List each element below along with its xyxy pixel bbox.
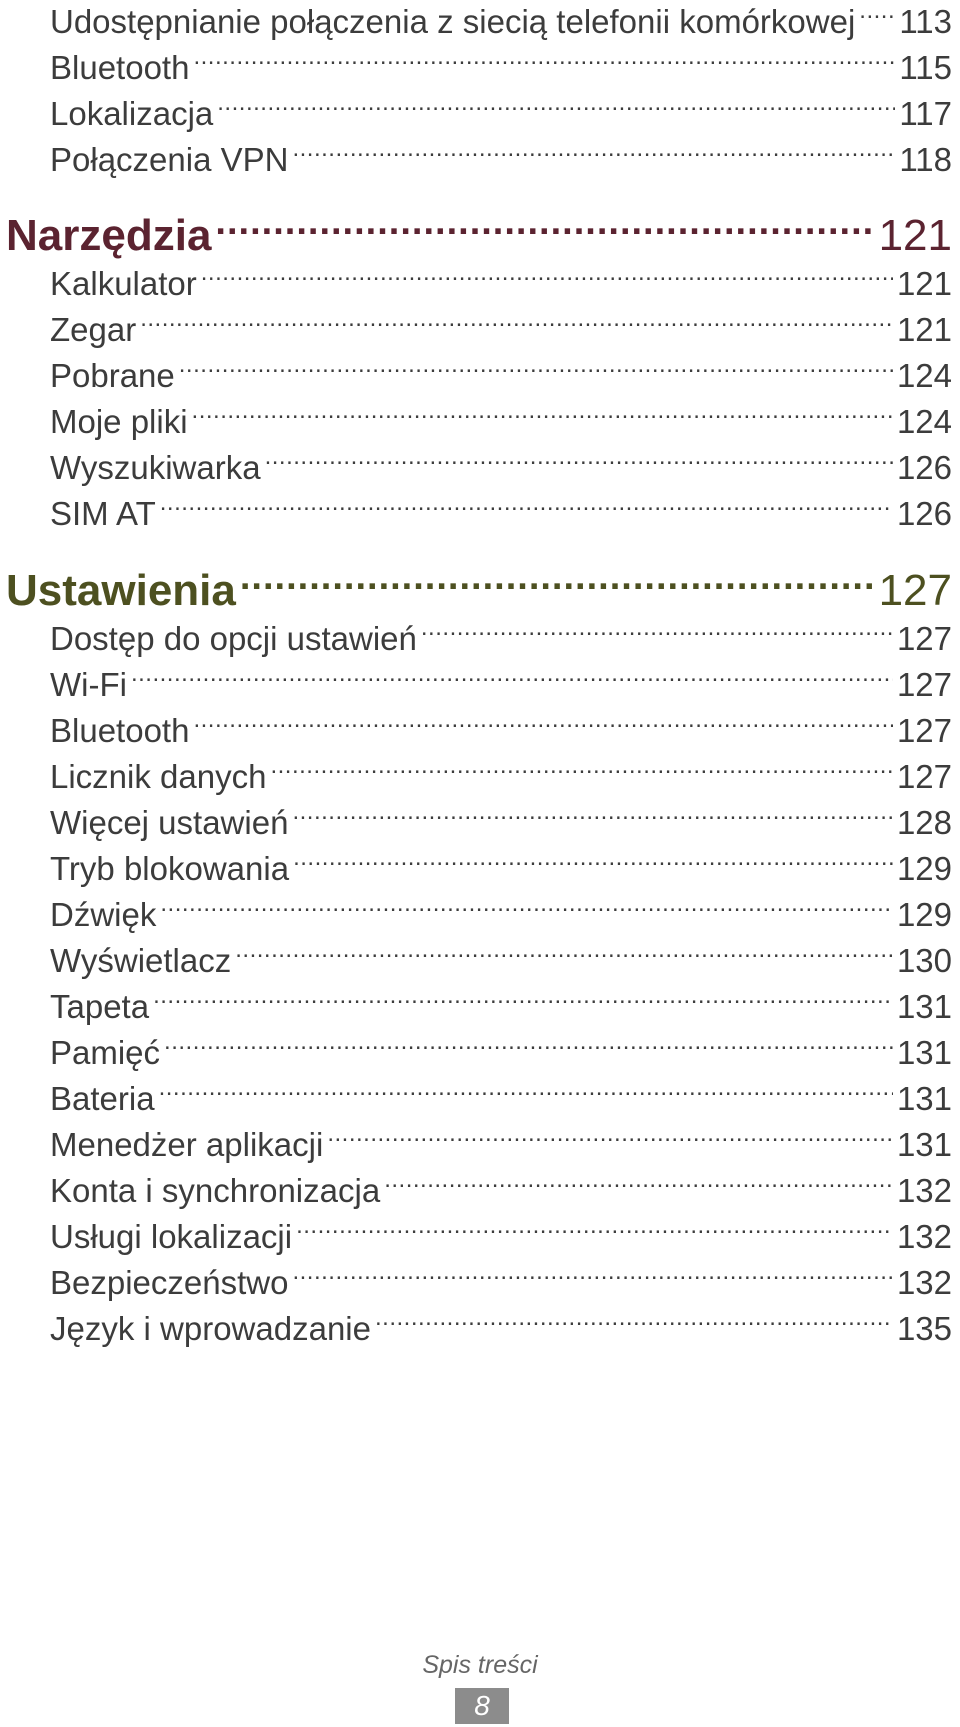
dot-leader xyxy=(131,663,893,696)
toc-entry-title: Dostęp do opcji ustawień xyxy=(50,620,417,657)
dot-leader xyxy=(293,847,893,880)
toc-entry[interactable] xyxy=(50,308,952,348)
toc-entry[interactable] xyxy=(50,755,952,795)
toc-entry-title: Więcej ustawień xyxy=(50,804,289,841)
dot-leader xyxy=(217,92,895,125)
toc-entry-page: 135 xyxy=(896,1310,952,1347)
toc-entry-title: Pamięć xyxy=(50,1034,161,1071)
toc-entry[interactable] xyxy=(50,138,952,178)
toc-entry[interactable] xyxy=(50,1169,952,1209)
toc-entry-title: Konta i synchronizacja xyxy=(50,1172,381,1209)
toc-entry-page: 131 xyxy=(896,988,952,1025)
toc-entry[interactable] xyxy=(50,446,952,486)
toc-entry-title: Zegar xyxy=(50,311,137,348)
dot-leader xyxy=(192,400,893,433)
toc-entry-page: 118 xyxy=(899,141,952,178)
toc-entry-title: Pobrane xyxy=(50,357,175,394)
toc-entry-page: 131 xyxy=(896,1080,952,1117)
toc-entry-title: Usługi lokalizacji xyxy=(50,1218,293,1255)
toc-entry-page: 128 xyxy=(896,804,952,841)
dot-leader xyxy=(296,1215,893,1248)
toc-entry-title: Bluetooth xyxy=(50,712,190,749)
dot-leader xyxy=(265,446,893,479)
toc-entry[interactable] xyxy=(50,46,952,86)
toc-entry[interactable] xyxy=(50,801,952,841)
toc-entry-title: Menedżer aplikacji xyxy=(50,1126,324,1163)
toc-entry-title: Dźwięk xyxy=(50,896,157,933)
toc-entry-title: Bluetooth xyxy=(50,49,190,86)
dot-leader xyxy=(292,801,893,834)
toc-entry-page: 121 xyxy=(896,265,952,302)
dot-leader xyxy=(235,939,893,972)
toc-entry-page: 127 xyxy=(896,712,952,749)
toc-entry-title: Moje pliki xyxy=(50,403,188,440)
section-page: 121 xyxy=(878,211,952,260)
dot-leader xyxy=(160,893,893,926)
toc-entry-page: 113 xyxy=(899,3,952,40)
toc-entry-title: Bezpieczeństwo xyxy=(50,1264,289,1301)
toc-entry-title: SIM AT xyxy=(50,495,156,532)
toc-entry[interactable] xyxy=(50,893,952,933)
toc-entry[interactable] xyxy=(50,492,952,532)
toc-entry[interactable] xyxy=(50,1123,952,1163)
dot-leader xyxy=(193,46,895,79)
toc-entry-title: Wi-Fi xyxy=(50,666,127,703)
toc-entry[interactable] xyxy=(50,1307,952,1347)
dot-leader xyxy=(292,1261,892,1294)
toc-entry[interactable] xyxy=(50,262,952,302)
dot-leader xyxy=(270,755,892,788)
dot-leader xyxy=(164,1031,893,1064)
toc-entry-page: 129 xyxy=(896,896,952,933)
toc-entry-page: 131 xyxy=(896,1126,952,1163)
toc-entry[interactable] xyxy=(50,939,952,979)
dot-leader xyxy=(179,354,893,387)
toc-entry[interactable] xyxy=(50,985,952,1025)
toc-entry-title: Tryb blokowania xyxy=(50,850,290,887)
toc-entry[interactable] xyxy=(50,1215,952,1255)
toc-entry-page: 130 xyxy=(896,942,952,979)
toc-entry[interactable] xyxy=(50,1031,952,1071)
toc-entry[interactable] xyxy=(50,1261,952,1301)
dot-leader xyxy=(327,1123,893,1156)
toc-entry-title: Wyświetlacz xyxy=(50,942,232,979)
dot-leader xyxy=(421,617,893,650)
toc-entry[interactable] xyxy=(50,92,952,132)
toc-entry-page: 126 xyxy=(896,449,952,486)
toc-entry[interactable] xyxy=(50,0,952,40)
toc-entry-page: 132 xyxy=(896,1172,952,1209)
dot-leader xyxy=(240,561,875,605)
toc-entry-page: 117 xyxy=(899,95,952,132)
toc-entry-title: Udostępnianie połączenia z siecią telefonii komórkowej xyxy=(50,3,856,40)
toc-entry-title: Lokalizacja xyxy=(50,95,214,132)
toc-entry-title: Połączenia VPN xyxy=(50,141,289,178)
toc-section-heading-tools[interactable] xyxy=(6,206,952,258)
footer-section-label: Spis treści xyxy=(422,1651,538,1679)
toc-entry-title: Tapeta xyxy=(50,988,150,1025)
toc-section-heading-settings[interactable] xyxy=(6,561,952,613)
toc-entry-page: 124 xyxy=(896,357,952,394)
toc-entry[interactable] xyxy=(50,400,952,440)
toc-entry[interactable] xyxy=(50,847,952,887)
toc-entry-title: Kalkulator xyxy=(50,265,197,302)
toc-entry-page: 124 xyxy=(896,403,952,440)
toc-entry-page: 121 xyxy=(896,311,952,348)
toc-entry-page: 127 xyxy=(896,758,952,795)
dot-leader xyxy=(159,1077,893,1110)
dot-leader xyxy=(201,262,893,295)
toc-entry-page: 126 xyxy=(896,495,952,532)
toc-entry-page: 132 xyxy=(896,1218,952,1255)
toc-entry-title: Język i wprowadzanie xyxy=(50,1310,371,1347)
toc-entry-page: 129 xyxy=(896,850,952,887)
page-number-badge: 8 xyxy=(455,1688,509,1724)
dot-leader xyxy=(375,1307,893,1340)
dot-leader xyxy=(384,1169,893,1202)
toc-entry-title: Licznik danych xyxy=(50,758,267,795)
section-title: Narzędzia xyxy=(6,211,212,260)
dot-leader xyxy=(215,206,874,250)
dot-leader xyxy=(153,985,893,1018)
toc-entry-page: 115 xyxy=(899,49,952,86)
section-title: Ustawienia xyxy=(6,566,236,615)
toc-entry-page: 131 xyxy=(896,1034,952,1071)
dot-leader xyxy=(193,709,892,742)
dot-leader xyxy=(292,138,895,171)
toc-entry[interactable] xyxy=(50,354,952,394)
toc-entry-page: 132 xyxy=(896,1264,952,1301)
section-page: 127 xyxy=(878,566,952,615)
dot-leader xyxy=(140,308,893,341)
toc-entry[interactable] xyxy=(50,709,952,749)
dot-leader xyxy=(160,492,893,525)
toc-entry-page: 127 xyxy=(896,666,952,703)
toc-entry-title: Wyszukiwarka xyxy=(50,449,261,486)
toc-entry[interactable] xyxy=(50,663,952,703)
toc-entry[interactable] xyxy=(50,1077,952,1117)
toc-entry-title: Bateria xyxy=(50,1080,155,1117)
toc-entry[interactable] xyxy=(50,617,952,657)
toc-entry-page: 127 xyxy=(896,620,952,657)
dot-leader xyxy=(859,0,895,33)
